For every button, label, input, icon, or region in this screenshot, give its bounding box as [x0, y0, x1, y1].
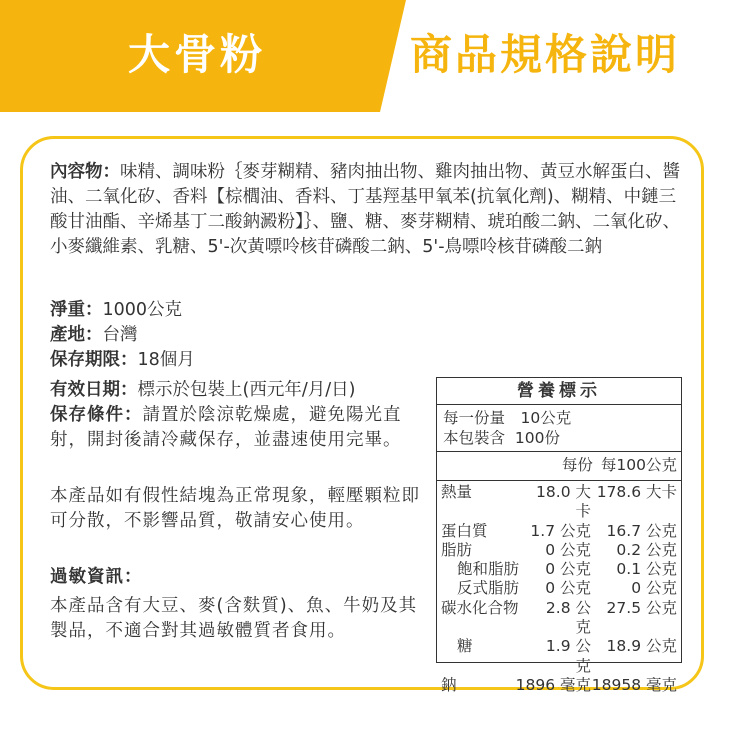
per-serving-value: 0 公克 [545, 560, 591, 579]
nutrition-row [441, 522, 677, 541]
weight-label: 淨重： [50, 300, 103, 320]
allergen-label [50, 565, 422, 590]
nutrition-row [441, 599, 677, 638]
per-100g-value: 178.6 大卡 [596, 483, 677, 501]
expiry-value: 標示於包裝上(西元年/月/日) [137, 380, 356, 400]
per-serving-value: 0 公克 [545, 540, 591, 559]
caking-note: 本產品如有假性結塊為正常現象，輕壓顆粒即可分散，不影響品質，敬請安心使用。 [50, 486, 420, 531]
weight-value: 1000公克 [102, 300, 183, 320]
spec-title: 商品規格說明 [410, 30, 681, 79]
col-per-100g: 每100公克 [600, 456, 677, 474]
per-100g-value: 0.1 公克 [616, 560, 677, 579]
serving-info [437, 405, 681, 452]
expiry-label: 有效日期： [50, 380, 138, 400]
col-per-serving: 每份 [561, 456, 593, 474]
nutrient-name: 飽和脂肪 [457, 560, 520, 579]
per-100g-value: 16.7 公克 [606, 521, 677, 540]
nutrition-row [441, 541, 677, 560]
nutrition-row [441, 676, 677, 695]
nutrition-header [437, 452, 681, 481]
per-serving-value: 1.7 公克 [530, 521, 591, 540]
nutrition-row [441, 560, 677, 579]
per-serving-value: 1.9 公克 [545, 637, 591, 675]
per-100g-value: 18.9 公克 [606, 637, 677, 656]
ingredients [50, 160, 688, 260]
storage-label: 保存條件： [50, 405, 143, 425]
nutrient-name: 脂肪 [441, 540, 473, 559]
nutrient-name: 反式脂肪 [457, 579, 520, 598]
per-serving-value: 18.0 大卡 [536, 483, 591, 521]
per-100g-value: 27.5 公克 [606, 598, 677, 617]
shelf-life-label: 保存期限： [50, 350, 138, 370]
servings-per-pack: 本包裝含 100份 [443, 429, 560, 447]
nutrition-rows [437, 481, 681, 695]
per-100g-value: 0 公克 [631, 579, 677, 598]
nutrition-row [441, 483, 677, 522]
nutrition-row [441, 637, 677, 676]
origin-label: 產地： [50, 325, 103, 345]
storage-value: 請置於陰涼乾燥處，避免陽光直射，開封後請冷藏保存，並盡速使用完畢。 [50, 405, 402, 450]
serving-size: 每一份量 10公克 [443, 409, 572, 427]
nutrition-title: 營養標示 [437, 378, 681, 405]
net-weight [50, 298, 688, 323]
expiry-date [50, 378, 422, 403]
nutrient-name: 糖 [457, 637, 473, 656]
per-serving-value: 1896 毫克 [515, 675, 591, 694]
origin-value: 台灣 [102, 325, 138, 345]
per-100g-value: 18958 毫克 [591, 675, 677, 694]
nutrient-name: 蛋白質 [441, 521, 488, 540]
per-100g-value: 0.2 公克 [616, 540, 677, 559]
nutrient-name: 鈉 [441, 675, 457, 694]
shelf-life [50, 348, 688, 373]
storage [50, 403, 422, 453]
shelf-life-value: 18個月 [137, 350, 195, 370]
ingredients-value: 味精、調味粉｛麥芽糊精、豬肉抽出物、雞肉抽出物、黃豆水解蛋白、醬油、二氧化矽、香料【棕櫚油、香料、丁基羥基甲氧苯(抗氧化劑)、糊精、中鏈三酸甘油酯、辛烯基丁二酸鈉澱粉】｝、鹽、糖、麥芽糊精、琥珀酸二鈉、二氧化矽、小麥纖維素、乳糖、5'-次黃嘌呤核苷磷酸二鈉、5'-鳥嘌呤核苷磷酸二鈉 [50, 162, 680, 257]
ingredients-label: 內容物： [50, 162, 120, 182]
per-serving-value: 2.8 公克 [545, 598, 591, 637]
per-serving-value: 0 公克 [545, 579, 591, 598]
nutrition-table [436, 377, 682, 694]
nutrient-name: 熱量 [441, 483, 473, 501]
header-banner [0, 0, 730, 112]
product-name: 大骨粉 [128, 30, 267, 79]
nutrition-row [441, 579, 677, 598]
origin [50, 323, 688, 348]
allergen-value: 本產品含有大豆、麥(含麩質)、魚、牛奶及其製品，不適合對其過敏體質者食用。 [50, 596, 418, 641]
allergen-label-text: 過敏資訊： [50, 567, 143, 587]
nutrient-name: 碳水化合物 [441, 598, 519, 617]
